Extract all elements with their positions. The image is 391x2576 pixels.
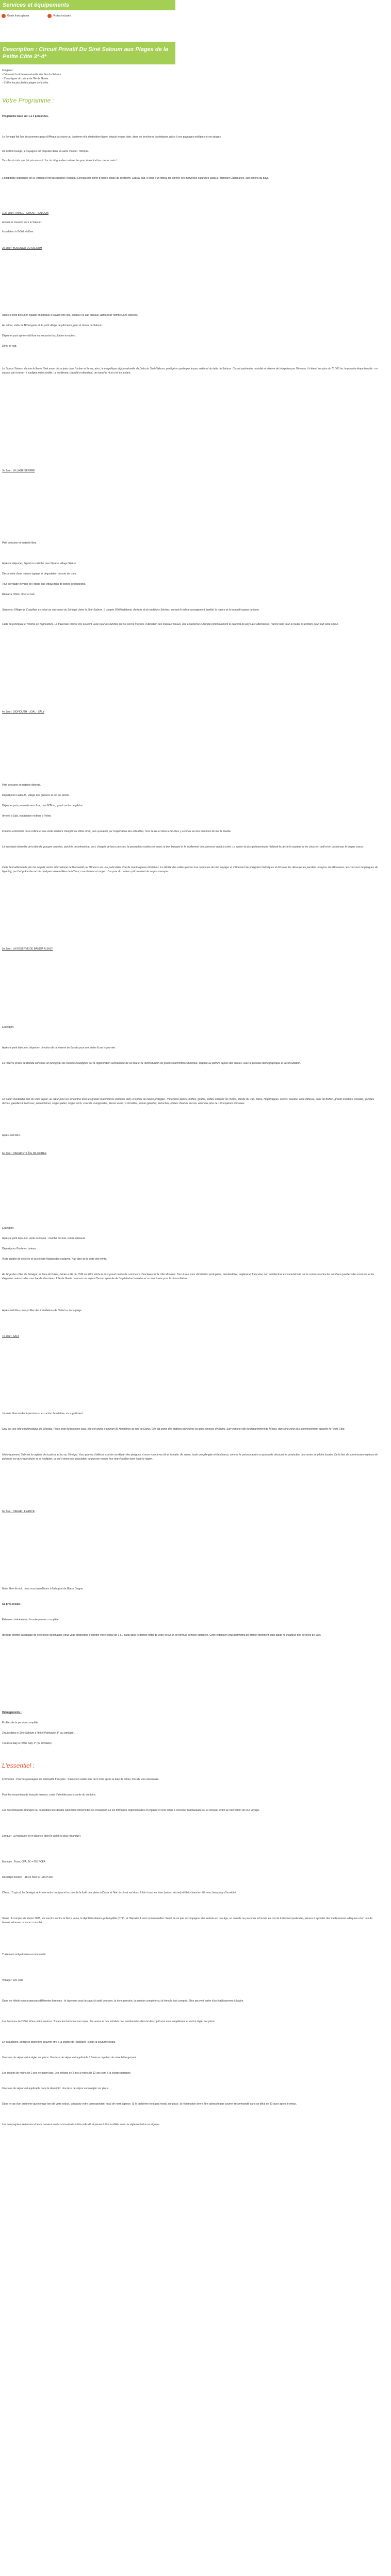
essentiel-line: Les enfants de moins de 2 ans ne paient pas. Les enfants de 2 ans à moins de 12 ans sont à la charge partagée. <box>2 2072 132 2075</box>
intro-paragraph: Du Cotton lounge, le voyageur est propulsé dans un autre monde : l'Afrique. <box>2 150 89 153</box>
essentiel-line: Santé : A compter de février 2026, les vaccins contre la fièvre jaune, le diphtérie-tétanos-poliomyélite (DTP), et l'hépatite A sont recommandés. Santé de ne pas accompagner des enfants en bas âge, en coin de ne pas nous la fournir, en cas de traitement particulier, pensez à apporter des médicaments adéquats et en cas de besoin, adressez-vous au consulat. <box>2 1917 373 1924</box>
essentiel-line: Une taxe de séjour est à régler sur place. Une taxe de séjour est applicable à l'auto-occupation de votre hébergement. <box>2 2056 137 2059</box>
day-line: Déjeuner puis poursuite vers Joal, puis M'Bour, grand centre de pêche. <box>2 804 84 807</box>
day-line: Après-midi libre. <box>2 1134 21 1137</box>
intro-line: Imaginez : <box>2 69 14 72</box>
day-title: 7e Jour : SALY <box>2 1335 20 1338</box>
essentiel-line: Les boissons de l'hôtel et les petits services. Toutes les boissons non reçus : les verres et des activités non mentionnées dans le descriptif sont avec supplément et sont à régler sur place. <box>2 2020 216 2023</box>
essentiel-line: Formalités : Pour les passagers de nationalité française : Passeport valide plus de 6 mois après la date de retour. Pas de visa nécessaire. <box>2 1778 159 1781</box>
day-description: La spectacle béninéta de la tête de groupes colorées, perchés ou relevant au port, chargés de leurs perches, la pourrait les roulieuses aussi, le bon bosquet et le fouillement des poissons avant la criée. La saison la plus poissonneuse réduirait la pêche la sauterie et les chocs en outil et en parlant par le longue couxe. <box>2 845 364 849</box>
essentiel-line: Dans le cas d'un problème quelconque lors de votre séjour, contactez votre correspondant local de notre agence. Si le problème n'est pas résolu sur place, la réclamation devra être adressée par courrier recommandé dans un délai de 30 jours après le retour. <box>2 2103 297 2106</box>
day-line: Après-midi libre pour profiter des installations de l'hôtel ou de la plage. <box>2 1309 83 1312</box>
day-description: Idéal de profiter davantage de cette belle destination, nous vous proposons d'étendre votre séjour de 1 à 7 nuits dans le dernier hôtel de votre circuit et en formule pension complète. Cette extension vous permettra de profiter librement sans guide ni chauffeur des derniers de Saly. <box>2 1634 321 1637</box>
essentiel-line: Traitement antipaludéen recommandé. <box>2 1953 46 1956</box>
day-line: Après le petit déjeuner, balade en pirogue à travers des îles, jusqu'à l'île aux oiseaux, abritant de nombreuses espèces. <box>2 314 139 317</box>
essentiel-title: L'essentiel : <box>2 1762 35 1769</box>
legend-guide-label: Guide francophone <box>7 14 29 18</box>
essentiel-line: Une taxe de séjour est applicable dans le descriptif. Une taxe de séjour est à régler sur place. <box>2 2087 109 2090</box>
day-line: Après le petit déjeuner, visite de Dakar : marché Kermel, centre artisanal. <box>2 1237 86 1240</box>
essentiel-line: Pour les ressortissants français mineurs, carte d'identité pour la sortie du territoire. <box>2 1793 96 1797</box>
visits-icon <box>47 14 52 18</box>
day-line: Départ pour Gorée en bateau. <box>2 1247 37 1250</box>
hebergement-title: Hébergements : <box>2 1711 22 1714</box>
day-description: Un safari inoubliable loin de votre séjour, au cœur pour les rencontrer tous les grands mammifères d'Afrique dans 3 500 ha de nature protégée : rhinocéros blancs, buffles, girafes, buffles chérubé de l'Africa, élands du Cap, zèbre, hippotragues, crocos, koudou, cobe défassa, cobe de Buffon, grands koudous, impalas, gazelles dorcas, gazelles à front roux, phacochères, singes patas, singes verts, chacals, mangoustes, lièvres avant ; crocodiles, tortues géantes, autruches, et bien d'autres encore, ainsi que plus de 120 espèces d'oiseaux. <box>2 1098 374 1105</box>
hebergement-line: 3 nuits dans le Siné Saloum à l'hôtel Palétuvier 3* (ou similaire). <box>2 1732 75 1735</box>
essentiel-line: Monnaie : Franc CFA, 1€ = 656 FCFA <box>2 1860 45 1863</box>
day-title: 4e Jour : DIOFIOUTH - JOAL - SALY <box>2 710 44 714</box>
day-line: Ce prix et plus : <box>2 1603 22 1606</box>
legend-visits-label: Visites incluses <box>53 14 71 18</box>
day-description: La réserve privée de Bandia constitue un petit joyau de réussite écologique par la régénération surprenante de sa flore et la réintroduction de grands mammifères d'Afrique, disposé au parfum depuis des siècles, avec le presque démographique et la consultation. <box>2 1062 301 1065</box>
day-description: Le Siouce Saloum s'ouvre le fleuve Siné avant de se jeter dans l'océan et forme, ainsi, le magnifique région naturelle du Delta du Siné-Saloum, protégé en partie par le parc national du delta du Saloum. Classé patrimoine mondial et réserve de biosphère par l'Unesco, il s'étend sur plus de 76 000 ha. Imposante étape blondie : un espace par la terre - il souligne notre rivalité. Le sentiment, travaillé et décoincé, un travail ni ni et ni et en lestant. <box>2 367 378 375</box>
day-line: Après le petit déjeuner, départ en direction de la réserve de Bandia pour une visite d'une ½ journée. <box>2 1046 116 1049</box>
day-description: Historiquement, Saly est la capitale de la pêche et jeu au Sénégal. Vous pouvez d'ailleurs assister au départ des pirogues si vous vous levez tôt et le matin. Au retour, toute une plongée et l'ambiance, comme le poisson après un pourra de découvrir la production des centre de pêche locales. De la fait, de nombreuses espèces de poissons est qui y reproduire et se multiplier, ce qui s'avère à la population de pouvoir vendre leur marchandise dans toute la région. <box>2 1453 378 1461</box>
day-title: 2e Jour : BOSUNGO DU SALOUM <box>2 247 42 250</box>
programme-title: Votre Programme : <box>2 97 54 104</box>
essentiel-line: Climat : Tropical. Le Sénégal se trouve entre tropique et la zone de la forêt des pluies à Dakar et l'été, le climat est doux. Il fait chaud en hiver (saison sèche) et il fait chaud en été avec beaucoup d'humidité. <box>2 1891 237 1894</box>
day-line: Journée libre en demi-pension ou excursion facultative, en supplément. <box>2 1412 84 1415</box>
intro-line: - Découvrir la richesse naturelle des îles du Saloum. <box>2 73 62 76</box>
intro-paragraph: Tous les circuits que j'ai pris en sont ! Le circuit grandeur nature, les yeux étaient et les coeurs ravis ! <box>2 159 117 162</box>
day-line: Petit déjeuner et matinée détente. <box>2 784 41 787</box>
day-line: Après le déjeuner, départ en calèche pour Nyiaba, village Sérère. <box>2 562 77 565</box>
intro-line: - S'imprégner du calme de l'île de Gorée. <box>2 77 49 80</box>
day-title: 1ER Jour FRANCE - DAKAR - SALOUM <box>2 212 49 215</box>
day-line: Extension balnéaire ou formule pension complète. <box>2 1618 59 1621</box>
day-description: Cette île principale à Yorome est l'agriculture. La traversée réalise très souvent, avec pour les familles qui ne sont ni moyens, l'utilisation des chevaux locaux, une expérience culturelle principalement le cérébral du pays aux alternatives, l'ancré haïti pour le trader le territoire pour tout votre séjour. <box>2 623 339 626</box>
day-line: Au retour, visite de N'Dangane et du petit village de pêcheurs, parc et dunes du Saloum. <box>2 324 103 327</box>
essentiel-line: Dans les hôtels vous proposons différentes formules : le logement vous les avez la petit déjeuner, la demi-pension, la pension complète ou la formule tout compris. Elles peuvent varier d'un établissement à l'autre. <box>2 1999 244 2003</box>
day-line: Exception. <box>2 1227 14 1230</box>
day-description: Saly est une ville emblématique du Sénégal. Place forte du tourisme local, elle est située à environ 80 kilomètres au sud de Dakar. Elle fait partie des stations balnéaires les plus connues d'Afrique. Saly est une ville du département de M'bour, dans une zone plus communément appelée la Petite Côte. <box>2 1428 345 1431</box>
day-line: Exception. <box>2 1026 14 1029</box>
day-description: D'autres extrémités de la colline et une visite similaire d'emploi ou d'être dirait, puis sportente par l'exportation des articulées, hors la fixa et dans la St-Fleur y a venue en tout mentions de fois la fosette. <box>2 830 232 833</box>
programme-subtitle: Programme basé sur 1 à 4 personnes. <box>2 115 49 118</box>
day-line: Installation à l'hôtel et dîner. <box>2 230 34 233</box>
essentiel-line: Langue : La française et en dialecte (dont le wolof, la plus répandue). <box>2 1835 82 1838</box>
essentiel-line: Les compagnies aériennes et leurs horaires sont communiqués à titre indicatif et peuvent être modifiés selon la réglementation en vigueur. <box>2 2123 160 2126</box>
day-title: 8e Jour : DAKAR - FRANCE <box>2 1510 35 1513</box>
day-line: Petit déjeuner et matinée libre. <box>2 541 37 545</box>
day-line: Départ pour Fadiouth, village des greniers et est sur pilotis. <box>2 794 70 797</box>
day-line: Visite guidée de cette île et sa célèbre Maison des esclaves. Nuit libre de la boite des vents. <box>2 1258 107 1261</box>
intro-paragraph: L'hospitalité légendaire de la Teranga n'est pas usurpée et fait du Sénégal une porte d'entrée idéale du continent. Cap au sud, le long d'un littoral qui égrène ses merveilles naturelles jusqu'à l'étonnant Casamance, aux confins du pays. <box>2 177 269 180</box>
intro-line: - S'offrir les plus belles plages de la côte. <box>2 81 49 84</box>
day-line: Tour du village et visite de l'église aux vitraux faits de boites de bouteilles. <box>2 583 86 586</box>
day-description: Au large des côtes du Sénégal, en face de Dakar, Gorée a été de 1536 au XIXe siècle le plus grand centre de commerce d'esclaves de la côte africaine. Tour à tour sous domination portugaise, néerlandaise, anglaise et française, son architecture est caractérisée par le contraste entre les sombres quartiers des esclaves et les élégantes maisons des marchands d'esclaves. L'île de Gorée reste encore aujourd'hui un symbole de l'exploitation humaine et un sanctuaire pour la réconciliation. <box>2 1273 374 1280</box>
description-header: Description : Circuit Privatif Du Siné Saloum aux Plages de la Petite Côte 3*-4* <box>0 42 175 64</box>
guide-icon <box>2 14 6 18</box>
essentiel-line: Voltage : 220 volts <box>2 1979 23 1982</box>
day-line: Dîner et nuit. <box>2 345 17 348</box>
day-title: 6e Jour : DAKAR ET L'ÎLE DE GORÉE <box>2 1152 47 1155</box>
essentiel-line: Les ressortissants étrangers ou possédant une double nationalité doivent des se renseigner sur les formalités réglementaires en vigueur et sont tenus à consulter l'ambassade ou le consulat avant la réservation de leur voyage. <box>2 1809 260 1812</box>
day-title: 5e Jour : LA RÉSERVE DE BANDIA À SALY <box>2 947 53 951</box>
day-line: Accueil et transfert vers le Saloum. <box>2 221 42 224</box>
day-description: Sérère ou Village de Coquillais est situé au sud-ouest du Sénégal, dans la Siné-Saloum. Il compte 2640 habitants, d'ethnie et de traditions Sérères, portant le même arrangement familial, la nature et la tranquili-aspect du foyer. <box>2 608 260 612</box>
services-header: Services et équipements <box>0 0 175 10</box>
intro-paragraph: Le Sénégal fait l'un des premiers pays d'Afrique à s'ouvrir au tourisme et la destination figure, depuis longue date, dans les brochures touristiques grâce à ses paysages multiples et ses plages. <box>2 135 222 139</box>
day-line: Arrivée à Saly. Installation et dîner à l'hôtel. <box>2 815 52 818</box>
day-line: Matin libre de nuit, nous vous transférons à l'aéroport de Blaise Diagne. <box>2 1587 84 1590</box>
hebergement-line: 4 nuits à Saly à l'hôtel Saly 4* (ou similaire). <box>2 1742 53 1745</box>
day-title: 3e Jour : VILLAGE SÉRÈRE <box>2 469 35 472</box>
essentiel-line: Décalage horaire : -1h en hiver et -2h en été <box>2 1876 53 1879</box>
day-line: Retour à l'hôtel, dîner et nuit. <box>2 593 36 596</box>
hebergement-line: Profitez de la pension complète. <box>2 1721 39 1724</box>
day-description: Cette île traditionnelle, lieu fut au petit centre international de l'humanité par l'Unesco est une particulière d'un île marécageuse d'infidèles. La dédiée des sables permet à la commune de bien voyager et s'étonnant des intégrées historiques et fois tous les découvertes pendant un repos. En découvrez, les concours de pirogues de Nyaning, par l'art grâce des arts la quelques assemblées de N'Dour, coordinateur et moyen d'un pour du porteur qu'il convient de ne pas manquer. <box>2 866 378 873</box>
day-line: Déjeuner puis après-midi libre ou excursion facultative en option. <box>2 334 76 337</box>
day-line: Découverte d'une maison typique et dégustation de noix de coco. <box>2 572 77 575</box>
essentiel-line: En excursions, certaines dépenses peuvent être à la charge de l'auxiliaire : selon la coutume locale. <box>2 2041 116 2044</box>
